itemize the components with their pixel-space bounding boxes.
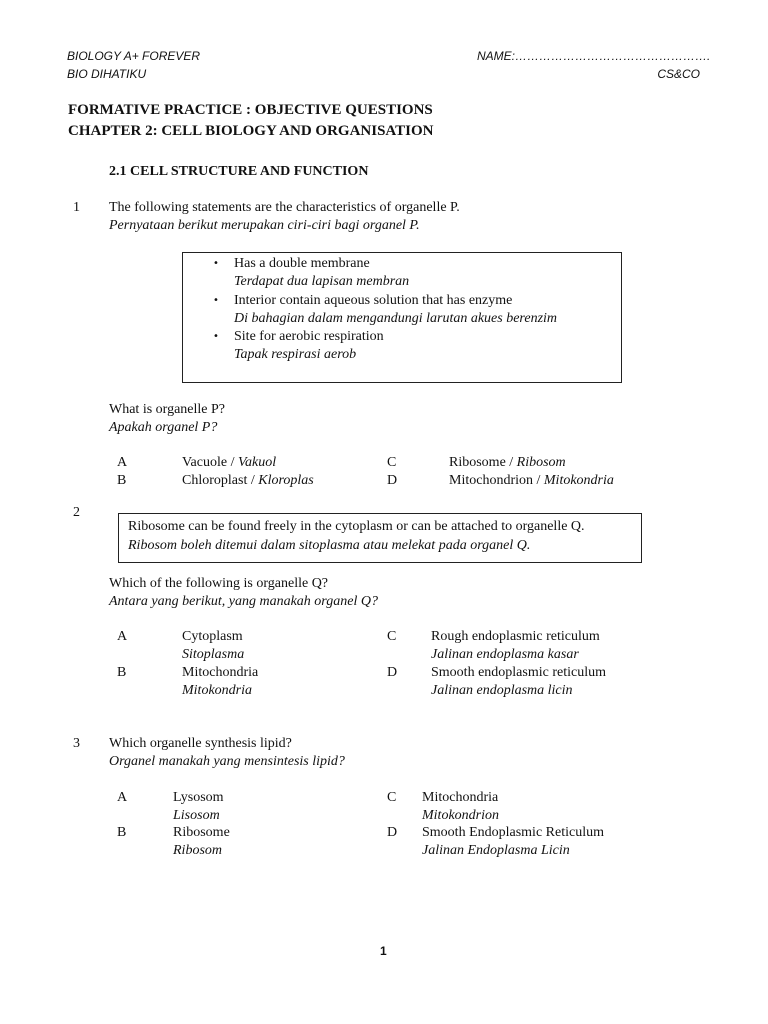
q3-option-b-ms: Ribosom xyxy=(173,843,222,858)
q2-box-en: Ribosome can be found freely in the cytoplasm or can be attached to organelle Q. xyxy=(128,519,585,534)
q2-option-c-en[interactable]: Rough endoplasmic reticulum xyxy=(431,629,600,644)
q1-option-d-ms: Mitokondria xyxy=(543,473,614,488)
q2-option-a-ms: Sitoplasma xyxy=(182,647,245,662)
q3-stem-en: Which organelle synthesis lipid? xyxy=(109,736,292,751)
q1-option-c-ms: Ribosom xyxy=(516,455,566,470)
section-title: 2.1 CELL STRUCTURE AND FUNCTION xyxy=(109,164,369,179)
q1-bullet1-en: Has a double membrane xyxy=(234,256,370,271)
q2-box-ms: Ribosom boleh ditemui dalam sitoplasma atau melekat pada organel Q. xyxy=(128,538,531,553)
q3-option-a-letter[interactable]: A xyxy=(117,790,128,805)
q1-option-d[interactable] xyxy=(449,472,614,489)
q2-ask-ms: Antara yang berikut, yang manakah organel Q? xyxy=(109,594,378,609)
q3-option-d-ms: Jalinan Endoplasma Licin xyxy=(422,843,570,858)
q3-option-b-letter[interactable]: B xyxy=(117,825,127,840)
q1-bullet3-ms: Tapak respirasi aerob xyxy=(234,347,357,362)
q2-option-b-en[interactable]: Mitochondria xyxy=(182,665,259,680)
q2-option-a-letter[interactable]: A xyxy=(117,629,128,644)
q1-stem-en: The following statements are the characteristics of organelle P. xyxy=(109,200,460,215)
bullet-icon: • xyxy=(213,258,219,269)
q1-option-b[interactable] xyxy=(182,472,314,489)
q3-option-d-letter[interactable]: D xyxy=(387,825,398,840)
q2-option-b-letter[interactable]: B xyxy=(117,665,127,680)
q3-option-c-en[interactable]: Mitochondria xyxy=(422,790,499,805)
header-left-subtitle: BIO DIHATIKU xyxy=(67,67,147,81)
q1-option-a-ms: Vakuol xyxy=(237,455,277,470)
q2-number: 2 xyxy=(73,505,80,520)
q1-bullet3-en: Site for aerobic respiration xyxy=(234,329,384,344)
q1-option-c[interactable] xyxy=(449,454,566,471)
q3-number: 3 xyxy=(73,736,80,751)
page-number: 1 xyxy=(380,944,387,958)
q1-ask-ms: Apakah organel P? xyxy=(109,420,218,435)
q3-option-c-letter[interactable]: C xyxy=(387,790,397,805)
q3-option-c-ms: Mitokondrion xyxy=(422,808,499,823)
chapter-title: CHAPTER 2: CELL BIOLOGY AND ORGANISATION xyxy=(68,123,434,139)
formative-title: FORMATIVE PRACTICE : OBJECTIVE QUESTIONS xyxy=(68,102,433,118)
q1-option-b-letter[interactable]: B xyxy=(117,473,127,488)
q3-option-b-en[interactable]: Ribosome xyxy=(173,825,230,840)
q3-option-a-en[interactable]: Lysosom xyxy=(173,790,224,805)
q1-stem-ms: Pernyataan berikut merupakan ciri-ciri bagi organel P. xyxy=(109,218,420,233)
q2-option-c-letter[interactable]: C xyxy=(387,629,397,644)
q2-ask-en: Which of the following is organelle Q? xyxy=(109,576,329,591)
q3-option-a-ms: Lisosom xyxy=(173,808,220,823)
q1-bullet1-ms: Terdapat dua lapisan membran xyxy=(234,274,410,289)
q1-option-b-en: Chloroplast / xyxy=(182,473,259,488)
q2-option-c-ms: Jalinan endoplasma kasar xyxy=(431,647,579,662)
q1-ask-en: What is organelle P? xyxy=(109,402,225,417)
q3-option-d-en[interactable]: Smooth Endoplasmic Reticulum xyxy=(422,825,604,840)
q2-option-d-ms: Jalinan endoplasma licin xyxy=(431,683,573,698)
q3-stem-ms: Organel manakah yang mensintesis lipid? xyxy=(109,754,345,769)
q1-number: 1 xyxy=(73,200,80,215)
q1-bullet2-ms: Di bahagian dalam mengandungi larutan akues berenzim xyxy=(234,311,558,326)
header-right-code: CS&CO xyxy=(657,67,700,81)
q1-option-d-en: Mitochondrion / xyxy=(449,473,544,488)
q1-option-c-letter[interactable]: C xyxy=(387,455,397,470)
q1-option-b-ms: Kloroplas xyxy=(258,473,314,488)
name-field-label: NAME:…………………………………………. xyxy=(477,49,711,63)
q2-option-d-en[interactable]: Smooth endoplasmic reticulum xyxy=(431,665,606,680)
q1-option-d-letter[interactable]: D xyxy=(387,473,398,488)
q1-option-a-en: Vacuole / xyxy=(182,455,238,470)
header-left-title: BIOLOGY A+ FOREVER xyxy=(67,49,201,63)
q2-option-d-letter[interactable]: D xyxy=(387,665,398,680)
bullet-icon: • xyxy=(213,295,219,306)
q2-option-a-en[interactable]: Cytoplasm xyxy=(182,629,243,644)
q1-bullet2-en: Interior contain aqueous solution that has enzyme xyxy=(234,293,513,308)
q1-option-c-en: Ribosome / xyxy=(449,455,517,470)
q1-option-a[interactable] xyxy=(182,454,276,471)
q1-option-a-letter[interactable]: A xyxy=(117,455,128,470)
bullet-icon: • xyxy=(213,331,219,342)
q2-option-b-ms: Mitokondria xyxy=(182,683,252,698)
